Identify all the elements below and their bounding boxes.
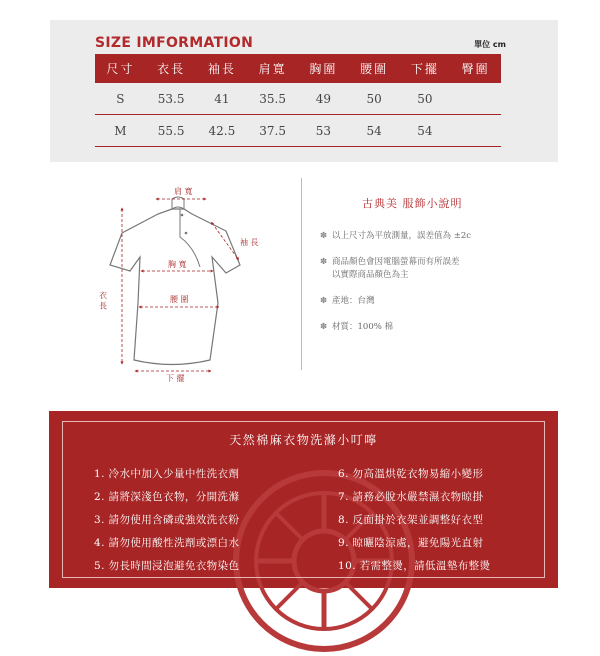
col-header-sleeve: 袖長: [197, 54, 248, 83]
list-item: [320, 321, 520, 334]
list-item: 2. 請將深淺色衣物，分開洗滌: [94, 491, 240, 503]
garment-diagram: [100, 185, 280, 385]
notes-title: 古典美 服飾小說明: [362, 197, 463, 210]
asterisk-icon: ✽: [320, 257, 328, 267]
list-item: [320, 295, 520, 308]
col-header-hem: 下擺: [400, 54, 451, 83]
cell-hem: 50: [400, 83, 451, 115]
list-item: [320, 256, 520, 282]
col-header-length: 衣長: [146, 54, 197, 83]
col-header-waist: 腰圍: [349, 54, 400, 83]
list-item: 3. 請勿使用含磷或強效洗衣粉: [94, 514, 240, 526]
cell-shoulder: 37.5: [247, 115, 298, 147]
care-section: [49, 411, 558, 588]
cell-waist: 50: [349, 83, 400, 115]
cell-length: 53.5: [146, 83, 197, 115]
asterisk-icon: ✽: [320, 231, 328, 241]
col-header-chest: 胸圍: [298, 54, 349, 83]
section-divider: [301, 178, 302, 370]
asterisk-icon: ✽: [320, 322, 328, 332]
label-hem: 下 擺: [166, 374, 185, 383]
table-row: [95, 115, 501, 147]
label-shoulder: 肩 寬: [174, 187, 193, 196]
cell-size: M: [95, 115, 146, 147]
note-text: 材質：100% 棉: [332, 322, 394, 332]
unit-label: 單位 cm: [474, 40, 506, 49]
note-text: 產地：台灣: [332, 296, 375, 306]
cell-length: 55.5: [146, 115, 197, 147]
list-item: 7. 請務必脫水嚴禁濕衣物晾掛: [338, 491, 484, 503]
care-list-left: [94, 466, 239, 581]
list-item: [320, 230, 520, 243]
label-chest: 胸 寬: [168, 260, 187, 269]
list-item: 6. 勿高溫烘乾衣物易縮小變形: [338, 468, 484, 480]
cell-chest: 49: [298, 83, 349, 115]
asterisk-icon: ✽: [320, 296, 328, 306]
col-header-shoulder: 肩寬: [247, 54, 298, 83]
list-item: 8. 反面掛於衣架並調整好衣型: [338, 514, 484, 526]
size-table: [95, 54, 501, 147]
note-text: 商品顏色會因電腦螢幕而有所誤差 以實際商品顏色為主: [332, 257, 460, 280]
list-item: 1. 冷水中加入少量中性洗衣劑: [94, 468, 240, 480]
cell-sleeve: 42.5: [197, 115, 248, 147]
care-list-right: [338, 466, 490, 581]
cell-shoulder: 35.5: [247, 83, 298, 115]
cell-hip: [450, 83, 501, 115]
label-length: 衣 長: [98, 291, 108, 310]
list-item: 10. 若需整燙，請低溫墊布整燙: [338, 560, 491, 572]
size-title: SIZE IMFORMATION: [95, 35, 254, 51]
cell-sleeve: 41: [197, 83, 248, 115]
col-header-hip: 臀圍: [450, 54, 501, 83]
list-item: 4. 請勿使用酸性洗劑或漂白水: [94, 537, 240, 549]
cell-hip: [450, 115, 501, 147]
size-section: [50, 20, 558, 162]
table-row: [95, 83, 501, 115]
list-item: 5. 勿長時間浸泡避免衣物染色: [94, 560, 240, 572]
label-waist: 腰 圍: [170, 295, 189, 304]
note-text: 以上尺寸為平放測量，誤差值為 ±2c: [332, 231, 471, 241]
care-title: 天然棉麻衣物洗滌小叮嚀: [229, 433, 378, 447]
list-item: 9. 晾曬陰涼處，避免陽光直射: [338, 537, 484, 549]
notes-list: [320, 230, 520, 347]
cell-hem: 54: [400, 115, 451, 147]
col-header-size: 尺寸: [95, 54, 146, 83]
garment-outline: [110, 209, 240, 365]
cell-waist: 54: [349, 115, 400, 147]
label-sleeve: 袖 長: [240, 238, 259, 247]
cell-chest: 53: [298, 115, 349, 147]
cell-size: S: [95, 83, 146, 115]
size-table-header: [95, 54, 501, 83]
